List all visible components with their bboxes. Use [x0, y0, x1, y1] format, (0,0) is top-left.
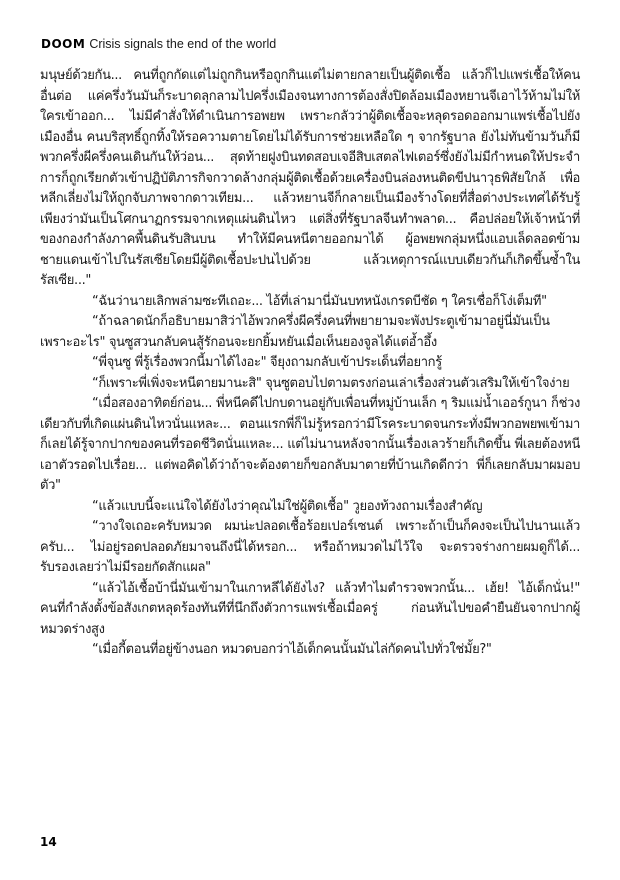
paragraph-4: “พี่จุนซู พี่รู้เรื่องพวกนี้มาได้ไงอะ" จียุงถามกลับเข้าประเด็นที่อยากรู้: [92, 355, 442, 370]
running-header: [41, 37, 581, 55]
paragraph-10: “เมื่อกี้ตอนที่อยู่ข้างนอก หมวดบอกว่าไอ้เด็กคนนั้นมันไล่กัดคนไปทั่วใช่มั้ย?": [92, 642, 492, 657]
paragraph-8: “วางใจเถอะครับหมวด ผมน่ะปลอดเชื้อร้อยเปอร์เซนต์ เพราะถ้าเป็นก็คงจะเป็นไปนานแล้วครับ... ไม่อยู่รอดปลอดภัยมาจนถึงนี่ได้หรอก... หรือถ้าหมวดไม่ไว้ใจ จะตรวจร่างกายผมดูก็ได้... รับรองเลยว่าไม่มีรอยกัดสักแผล": [40, 519, 580, 575]
paragraph-1: มนุษย์ด้วยกัน... คนที่ถูกกัดแต่ไม่ถูกกินหรือถูกกินแต่ไม่ตายกลายเป็นผู้ติดเชื้อ แล้วก็ไปแพร่เชื้อให้คนอื่นต่อ แค่ครึ่งวันมันก็ระบาดลุกลามไปครึ่งเมืองจนทางการต้องสั่งปิดล้อมเมืองหยานจีเอาไว้ห้ามไม่ให้ใครเข้าออก... ไม่มีคำสั่งให้ดำเนินการอพยพ เพราะกลัวว่าผู้ติดเชื้อจะหลุดรอดออกมาแพร่เชื้อไปยังเมืองอื่น คนบริสุทธิ์ถูกทิ้งให้รอความตายโดยไม่ได้รับการช่วยเหลือใด ๆ จากรัฐบาล ยังไม่ทันข้ามวันก็มีพวกครึ่งผีครึ่งคนเดินกันให้ว่อน... สุดท้ายฝูงบินทดสอบเจอีสิบเสตลไฟเตอร์ซึ่งยังไม่มีกำหนดให้ประจำการก็ถูกเรียกตัวเข้าปฏิบัติภารกิจกวาดล้างกลุ่มผู้ติดเชื้อด้วยเครื่องบินล่องหนติดขีปนาวุธพิสัยใกล้ เพื่อหลีกเลี่ยงไม่ให้ถูกจับภาพจากดาวเทียม... แล้วหยานจีก็กลายเป็นเมืองร้างโดยที่สื่อต่างประเทศได้รับรู้เพียงว่ามันเป็นโศกนาฏกรรมจากเหตุแผ่นดินไหว แต่สิ่งที่รัฐบาลจีนทำพลาด... คือปล่อยให้เจ้าหน้าที่ของกองกำลังภาคพื้นดินรับสินบน ทำให้มีคนหนีตายออกมาได้ ผู้อพยพกลุ่มหนึ่งแอบเล็ดลอดข้ามชายแดนเข้าไปในรัสเซียโดยมีผู้ติดเชื้อปะปนไปด้วย แล้วเหตุการณ์แบบเดียวกันก็เกิดขึ้นซ้ำในรัสเซีย...": [40, 68, 580, 288]
paragraph-9: “แล้วไอ้เชื้อบ้านี่มันเข้ามาในเกาหลีได้ยังไง? แล้วทำไมตำรวจพวกนั้น... เฮ้ย! ไอ้เด็กนั่น!" คนที่กำลังตั้งข้อสังเกตหลุดร้องทันทีที่นึกถึงตัวการแพร่เชื้อเมื่อครู่ ก่อนหันไปขอคำยืนยันจากปากผู้หมวดร่างสูง: [40, 580, 580, 637]
page-number: 14: [40, 835, 57, 849]
paragraph-7: “แล้วแบบนี้จะแน่ใจได้ยังไงว่าคุณไม่ใช่ผู้ติดเชื้อ" วูยองท้วงถามเรื่องสำคัญ: [92, 498, 483, 514]
paragraph-2: “ฉันว่านายเลิกพล่ามซะทีเถอะ... ไอ้ที่เล่ามานี่มันบทหนังเกรดบีชัด ๆ ใครเชื่อก็โง่เต็มที": [92, 293, 547, 309]
paragraph-6: “เมื่อสองอาทิตย์ก่อน... พี่หนีคดีไปกบดานอยู่กับเพื่อนที่หมู่บ้านเล็ก ๆ ริมแม่น้ำเออร์กูนา ก็ช่วงเดียวกับที่เกิดแผ่นดินไหวนั่นแหละ... ตอนแรกพี่ก็ไม่รู้หรอกว่ามีโรคระบาดจนกระทั่งมีพวกอพยพเข้ามา ก็เลยได้รู้จากปากของคนที่รอดชีวิตนั่นแหละ... แต่ไม่นานหลังจากนั้นเรื่องเลวร้ายก็เกิดขึ้น พี่เลยต้องหนีเอาตัวรอดไปเรื่อย... แต่พอคิดได้ว่าถ้าจะต้องตายก็ขอกลับมาตายที่บ้านเกิดดีกว่า พี่ก็เลยกลับมาผมอบตัว": [40, 396, 580, 493]
book-subtitle: Crisis signals the end of the world: [89, 37, 277, 51]
chapter-body: [40, 66, 580, 661]
paragraph-3: “ถ้าฉลาดนักก็อธิบายมาสิว่าไอ้พวกครึ่งผีครึ่งคนที่พยายามจะพังประตูเข้ามาอยู่นี่มันเป็นเพราะอะไร" จุนซูสวนกลับคนสู้รักอนจะยกยิ้มหยันเมื่อเห็นยองจูลได้แต่อ้ำอึ้ง: [40, 314, 550, 350]
paragraph-5: “ก็เพราะพี่เพิ่งจะหนีตายมานะสิ" จุนซูตอบไปตามตรงก่อนเล่าเรื่องส่วนตัวเสริมให้เข้าใจง่าย: [92, 375, 570, 391]
book-brand: DOOM: [41, 37, 86, 51]
